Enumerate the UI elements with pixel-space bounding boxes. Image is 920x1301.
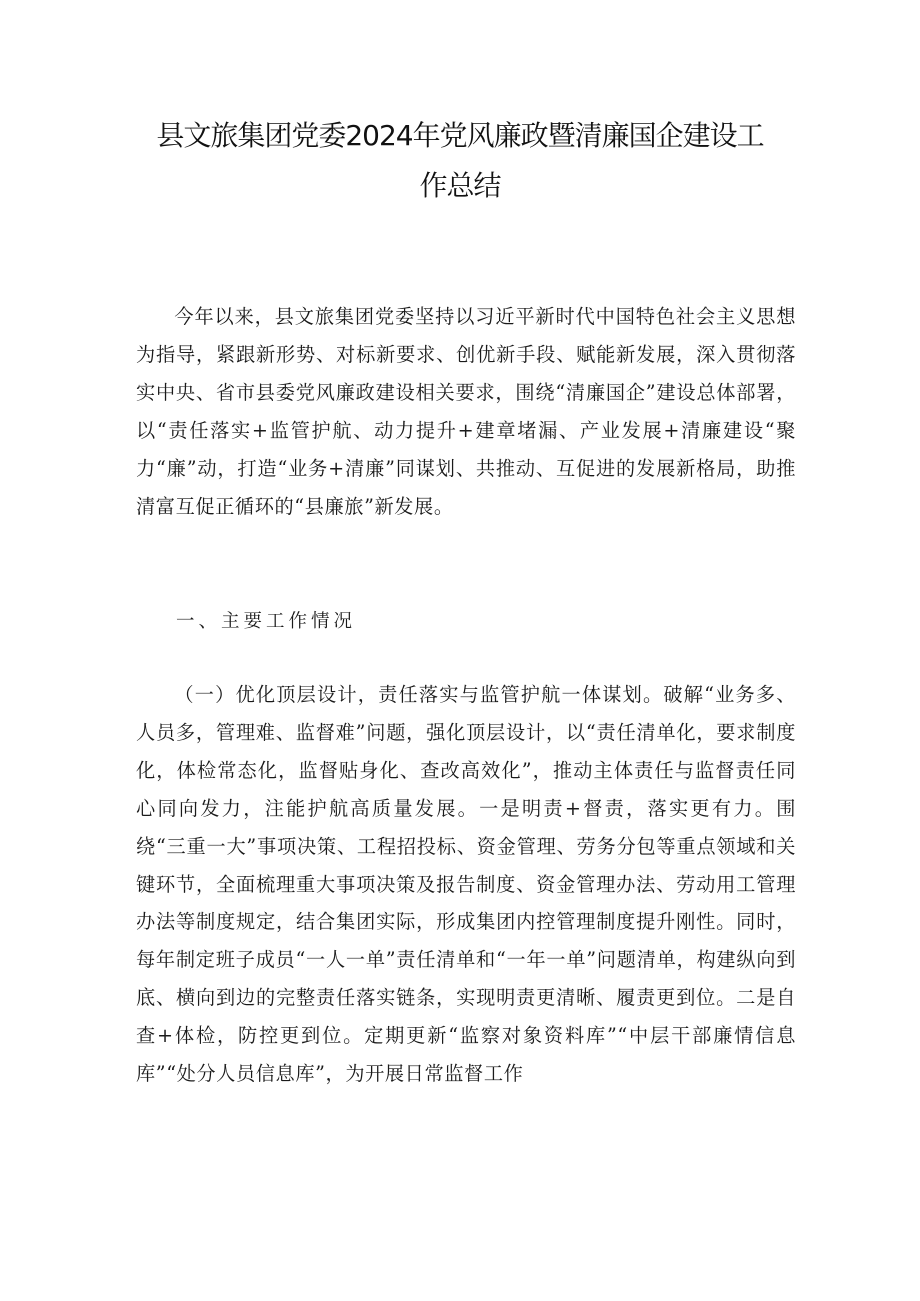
section-heading: 一、主要工作情况 <box>176 611 357 632</box>
intro-paragraph: 今年以来，县文旅集团党委坚持以习近平新时代中国特色社会主义思想为指导，紧跟新形势、对标新要求、创优新手段、赋能新发展，深入贯彻落实中央、省市县委党风廉政建设相关要求，围绕“清廉国企”建设总体部署，以“责任落实+监管护航、动力提升+建章堵漏、产业发展+清廉建设“聚力“廉”动，打造“业务+清廉”同谋划、共推动、互促进的发展新格局，助推清富互促正循环的“县廉旅”新发展。 <box>136 305 796 518</box>
document-title-line2: 作总结 <box>419 169 501 202</box>
body-paragraph: （一）优化顶层设计，责任落实与监管护航一体谋划。破解“业务多、人员多，管理难、监督难”问题，强化顶层设计，以“责任清单化，要求制度化，体检常态化，监督贴身化、查改高效化”，推动主体责任与监督责任同心同向发力，注能护航高质量发展。一是明责+督责，落实更有力。围绕“三重一大”事项决策、工程招投标、资金管理、劳务分包等重点领域和关键环节，全面梳理重大事项决策及报告制度、资金管理办法、劳动用工管理办法等制度规定，结合集团实际，形成集团内控管理制度提升刚性。同时，每年制定班子成员“一人一单”责任清单和“一年一单”问题清单，构建纵向到底、横向到边的完整责任落实链条，实现明责更清晰、履责更到位。二是自查+体检，防控更到位。定期更新“监察对象资料库”“中层干部廉情信息库”“处分人员信息库”，为开展日常监督工作 <box>136 683 796 1086</box>
document-title-line1: 县文旅集团党委2024年党风廉政暨清廉国企建设工 <box>156 119 764 152</box>
